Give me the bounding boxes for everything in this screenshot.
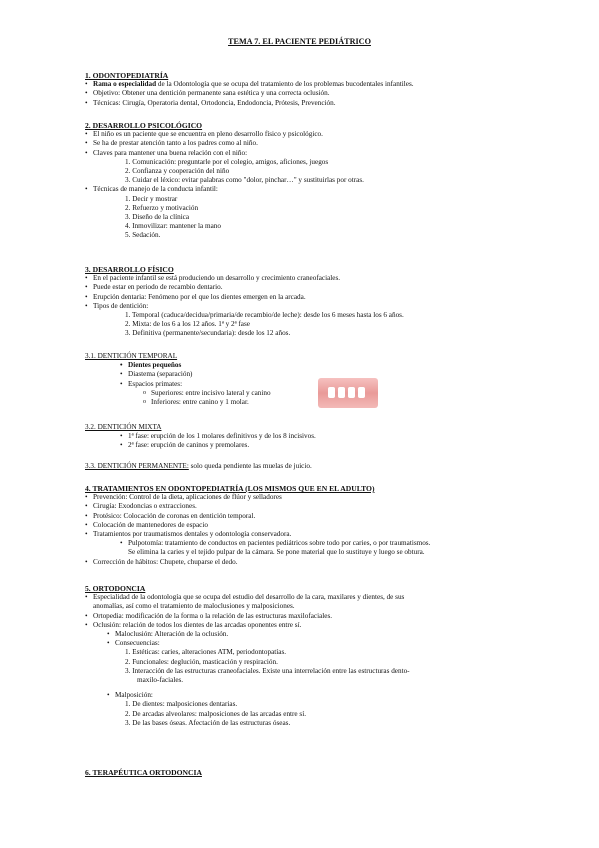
section-denticion-permanente bbox=[85, 462, 525, 471]
list-item: • Objetivo: Obtener una dentición permanente sana estética y una correcta oclusión. bbox=[85, 89, 525, 98]
list-item: • Tipos de dentición: bbox=[85, 302, 525, 311]
list-item: • Técnicas de manejo de la conducta infantil: bbox=[85, 185, 525, 194]
list-item: • Dientes pequeños bbox=[120, 361, 525, 370]
list-item: • 2ª fase: erupción de caninos y premolares. bbox=[120, 441, 525, 450]
list-item-continuation: Se elimina la caries y el tejido pulpar de la cámara. Se pone material que lo sustituye y luego se obtura. bbox=[128, 548, 425, 557]
list-item: • 1ª fase: erupción de los 1 molares definitivos y de los 8 incisivos. bbox=[120, 432, 525, 441]
list-item: • Colocación de mantenedores de espacio bbox=[85, 521, 525, 530]
numbered-item: 2. Funcionales: deglución, masticación y respiración. bbox=[125, 657, 278, 666]
list-item-continuation: anomalías, así como el tratamiento de maloclusiones y malposiciones. bbox=[93, 602, 295, 611]
list-item: • Malposición: bbox=[107, 691, 525, 700]
subsection-heading: 3.1. DENTICIÓN TEMPORAL bbox=[85, 352, 178, 360]
section-tratamientos bbox=[85, 484, 525, 567]
list-item: • Ortopedia: modificación de la forma o la relación de las estructuras maxilofaciales. bbox=[85, 612, 525, 621]
list-item: • Pulpotomía: tratamiento de conductos en pacientes pediátricos sobre todo por caries, o por traumatismos. bbox=[120, 539, 525, 548]
list-item: • Especialidad de la odontología que se ocupa del estudio del desarrollo de la cara, maxilares y dientes, de sus bbox=[85, 593, 525, 602]
numbered-item: 2. Confianza y cooperación del niño bbox=[125, 167, 230, 176]
section-heading: 3. DESARROLLO FÍSICO bbox=[85, 265, 174, 274]
section-desarrollo-psicologico bbox=[85, 121, 525, 241]
section-heading: 6. TERAPÉUTICA ORTODONCIA bbox=[85, 768, 202, 777]
numbered-item: 3. Interacción de las estructuras craneofaciales. Existe una interrelación entre las estructuras dento- bbox=[125, 666, 410, 675]
numbered-item: 3. De las bases óseas. Afectación de las estructuras óseas. bbox=[125, 718, 291, 727]
list-item: 3.3. DENTICIÓN PERMANENTE: solo queda pendiente las muelas de juicio. bbox=[85, 462, 312, 470]
list-item: • Claves para mantener una buena relación con el niño: bbox=[85, 149, 525, 158]
section-heading: 5. ORTODONCIA bbox=[85, 584, 146, 593]
section-odontopediatria bbox=[85, 71, 525, 108]
list-item: • En el paciente infantil se está produciendo un desarrollo y crecimiento craneofaciales. bbox=[85, 274, 525, 283]
numbered-item: 2. Refuerzo y motivación bbox=[125, 203, 199, 212]
list-item: • Espacios primates: bbox=[120, 380, 525, 389]
list-item: • Rama o especialidad de la Odontología que se ocupa del tratamiento de los problemas bucodentales infantiles. bbox=[85, 80, 525, 89]
list-item: • Cirugía: Exodoncias o extracciones. bbox=[85, 502, 525, 511]
sub-list-item: o Inferiores: entre canino y 1 molar. bbox=[143, 398, 525, 407]
section-heading: 1. ODONTOPEDIATRÍA bbox=[85, 71, 169, 80]
list-item: • Oclusión: relación de todos los dientes de las arcadas oponentes entre sí. bbox=[85, 621, 525, 630]
numbered-item: 1. Decir y mostrar bbox=[125, 194, 178, 203]
numbered-item: 3. Cuidar el léxico: evitar palabras como "dolor, pinchar…" y sustituirlas por otras. bbox=[125, 176, 364, 185]
list-item: • Corrección de hábitos: Chupete, chuparse el dedo. bbox=[85, 558, 525, 567]
list-item: • El niño es un paciente que se encuentra en pleno desarrollo físico y psicológico. bbox=[85, 130, 525, 139]
list-item: • Se ha de prestar atención tanto a los padres como al niño. bbox=[85, 139, 525, 148]
page-title: TEMA 7. EL PACIENTE PEDIÁTRICO bbox=[228, 37, 371, 46]
list-item: • Consecuencias: bbox=[107, 639, 525, 648]
numbered-item: 1. Comunicación: preguntarle por el colegio, amigos, aficiones, juegos bbox=[125, 157, 329, 166]
subsection-heading: 3.2. DENTICIÓN MIXTA bbox=[85, 423, 162, 431]
numbered-item: 1. Estéticas: caries, alteraciones ATM, periodontopatías. bbox=[125, 648, 287, 657]
list-item: • Puede estar en periodo de recambio dentario. bbox=[85, 283, 525, 292]
section-ortodoncia bbox=[85, 584, 525, 728]
numbered-item: 2. De arcadas alveolares: malposiciones de las arcadas entre sí. bbox=[125, 709, 307, 718]
section-terapeutica bbox=[85, 768, 525, 777]
list-item: • Tratamientos por traumatismos dentales y odontología conservadora. bbox=[85, 530, 525, 539]
numbered-item: 3. Diseño de la clínica bbox=[125, 213, 190, 222]
section-heading: 4. TRATAMIENTOS EN ODONTOPEDIATRÍA (LOS MISMOS QUE EN EL ADULTO) bbox=[85, 484, 375, 493]
list-item: • Técnicas: Cirugía, Operatoria dental, Ortodoncia, Endodoncia, Prótesis, Prevención. bbox=[85, 99, 525, 108]
numbered-item-continuation: maxilo-faciales. bbox=[137, 676, 184, 685]
list-item: • Protésico: Colocación de coronas en dentición temporal. bbox=[85, 512, 525, 521]
numbered-item: 2. Mixta: de los 6 a los 12 años. 1ª y 2ª fase bbox=[125, 320, 250, 329]
list-item: • Maloclusión: Alteración de la oclusión. bbox=[107, 630, 525, 639]
list-item: • Diastema (separación) bbox=[120, 370, 525, 379]
numbered-item: 1. Temporal (caduca/decidua/primaria/de recambio/de leche): desde los 6 meses hasta los 6 años. bbox=[125, 311, 404, 320]
section-denticion-mixta bbox=[85, 423, 525, 451]
numbered-item: 5. Sedación. bbox=[125, 231, 161, 240]
section-desarrollo-fisico bbox=[85, 265, 525, 339]
teeth-photo bbox=[318, 378, 378, 408]
section-denticion-temporal bbox=[85, 352, 525, 407]
section-heading: 2. DESARROLLO PSICOLÓGICO bbox=[85, 121, 203, 130]
numbered-item: 1. De dientes: malposiciones dentarias. bbox=[125, 700, 238, 709]
numbered-item: 3. Definitiva (permanente/secundaria): desde los 12 años. bbox=[125, 329, 291, 338]
list-item: • Prevención: Control de la dieta, aplicaciones de flúor y selladores bbox=[85, 493, 525, 502]
numbered-item: 4. Inmovilizar: mantener la mano bbox=[125, 222, 221, 231]
list-item: • Erupción dentaria: Fenómeno por el que los dientes emergen en la arcada. bbox=[85, 293, 525, 302]
sub-list-item: o Superiores: entre incisivo lateral y canino bbox=[143, 389, 525, 398]
